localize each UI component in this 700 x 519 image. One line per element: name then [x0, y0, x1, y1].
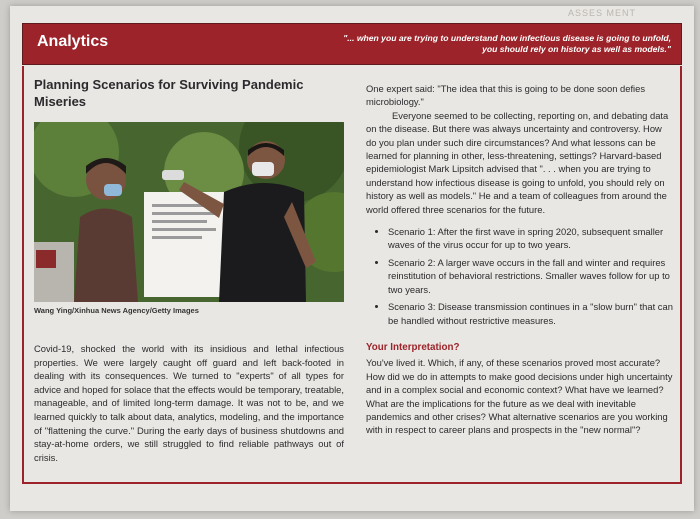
photo-credit: Wang Ying/Xinhua News Agency/Getty Images	[34, 306, 199, 315]
interpretation-paragraph: You've lived it. Which, if any, of these scenarios proved most accurate? How did we do in attempts to make good decisions under high uncertainty and in a complex social and economic context? What have we learned? What are the implications for the future as we deal with inevitable pandemics and other crises? What alternative scenarios are you working with in respect to career plans and prospects in the "new normal"?	[366, 357, 673, 436]
left-column-text	[34, 342, 344, 464]
header-quote	[311, 33, 671, 55]
right-column-text	[366, 82, 674, 437]
header-quote-line-1: "... when you are trying to understand how infectious disease is going to unfold,	[343, 33, 671, 43]
scenario-list	[366, 225, 674, 327]
interpretation-heading: Your Interpretation?	[366, 341, 460, 353]
header-quote-line-2: you should rely on history as well as models."	[482, 44, 671, 54]
scenario-item-1: • Scenario 1: After the first wave in spring 2020, subsequent smaller waves of the virus occur for up to two years.	[388, 225, 674, 252]
expert-quote-paragraph: One expert said: "The idea that this is going to be done soon defies microbiology."	[366, 83, 646, 108]
photo-illustration	[34, 122, 344, 302]
scenario-item-3: • Scenario 3: Disease transmission continues in a "slow burn" that can be handled without restrictive measures.	[388, 300, 674, 327]
section-title: Analytics	[37, 33, 109, 50]
corner-faded-text: ASSES MENT	[567, 8, 636, 18]
article-title: Planning Scenarios for Surviving Pandemic Miseries	[34, 77, 304, 109]
intro-paragraph: Covid-19, shocked the world with its insidious and lethal infectious properties. We were largely caught off guard and left back-footed in dealing with its consequences. We turned to "experts" of all types for advice and hoped for solace that the effects would be temporary, treatable, manageable, and of limited long-term damage. It was not to be, and we learned quickly to talk about data, analytics, modeling, and the importance of "flattening the curve." During the early days of business shutdowns and stay-at-home orders, we still struggled to find reliable pathways out of crisis.	[34, 343, 344, 463]
article-photo	[34, 122, 344, 302]
textbook-page	[10, 6, 694, 511]
context-paragraph: Everyone seemed to be collecting, reporting on, and debating data on the disease. But there was always uncertainty and controversy. How do you plan under such dire circumstances? And what lessons can be learned for planning in other, less-threatening, settings? Harvard-based epidemiologist Mark Lipsitch advised that ". . . when you are trying to understand how infectious disease is going to unfold, you should rely on history as well as models." He and a team of colleagues from around the world offered three scenarios for the future.	[366, 109, 669, 215]
scenario-item-2: • Scenario 2: A larger wave occurs in the fall and winter and requires reinstitution of behavioral restrictions. Smaller waves follow for up to two years.	[388, 256, 674, 296]
header-bar	[22, 23, 682, 65]
